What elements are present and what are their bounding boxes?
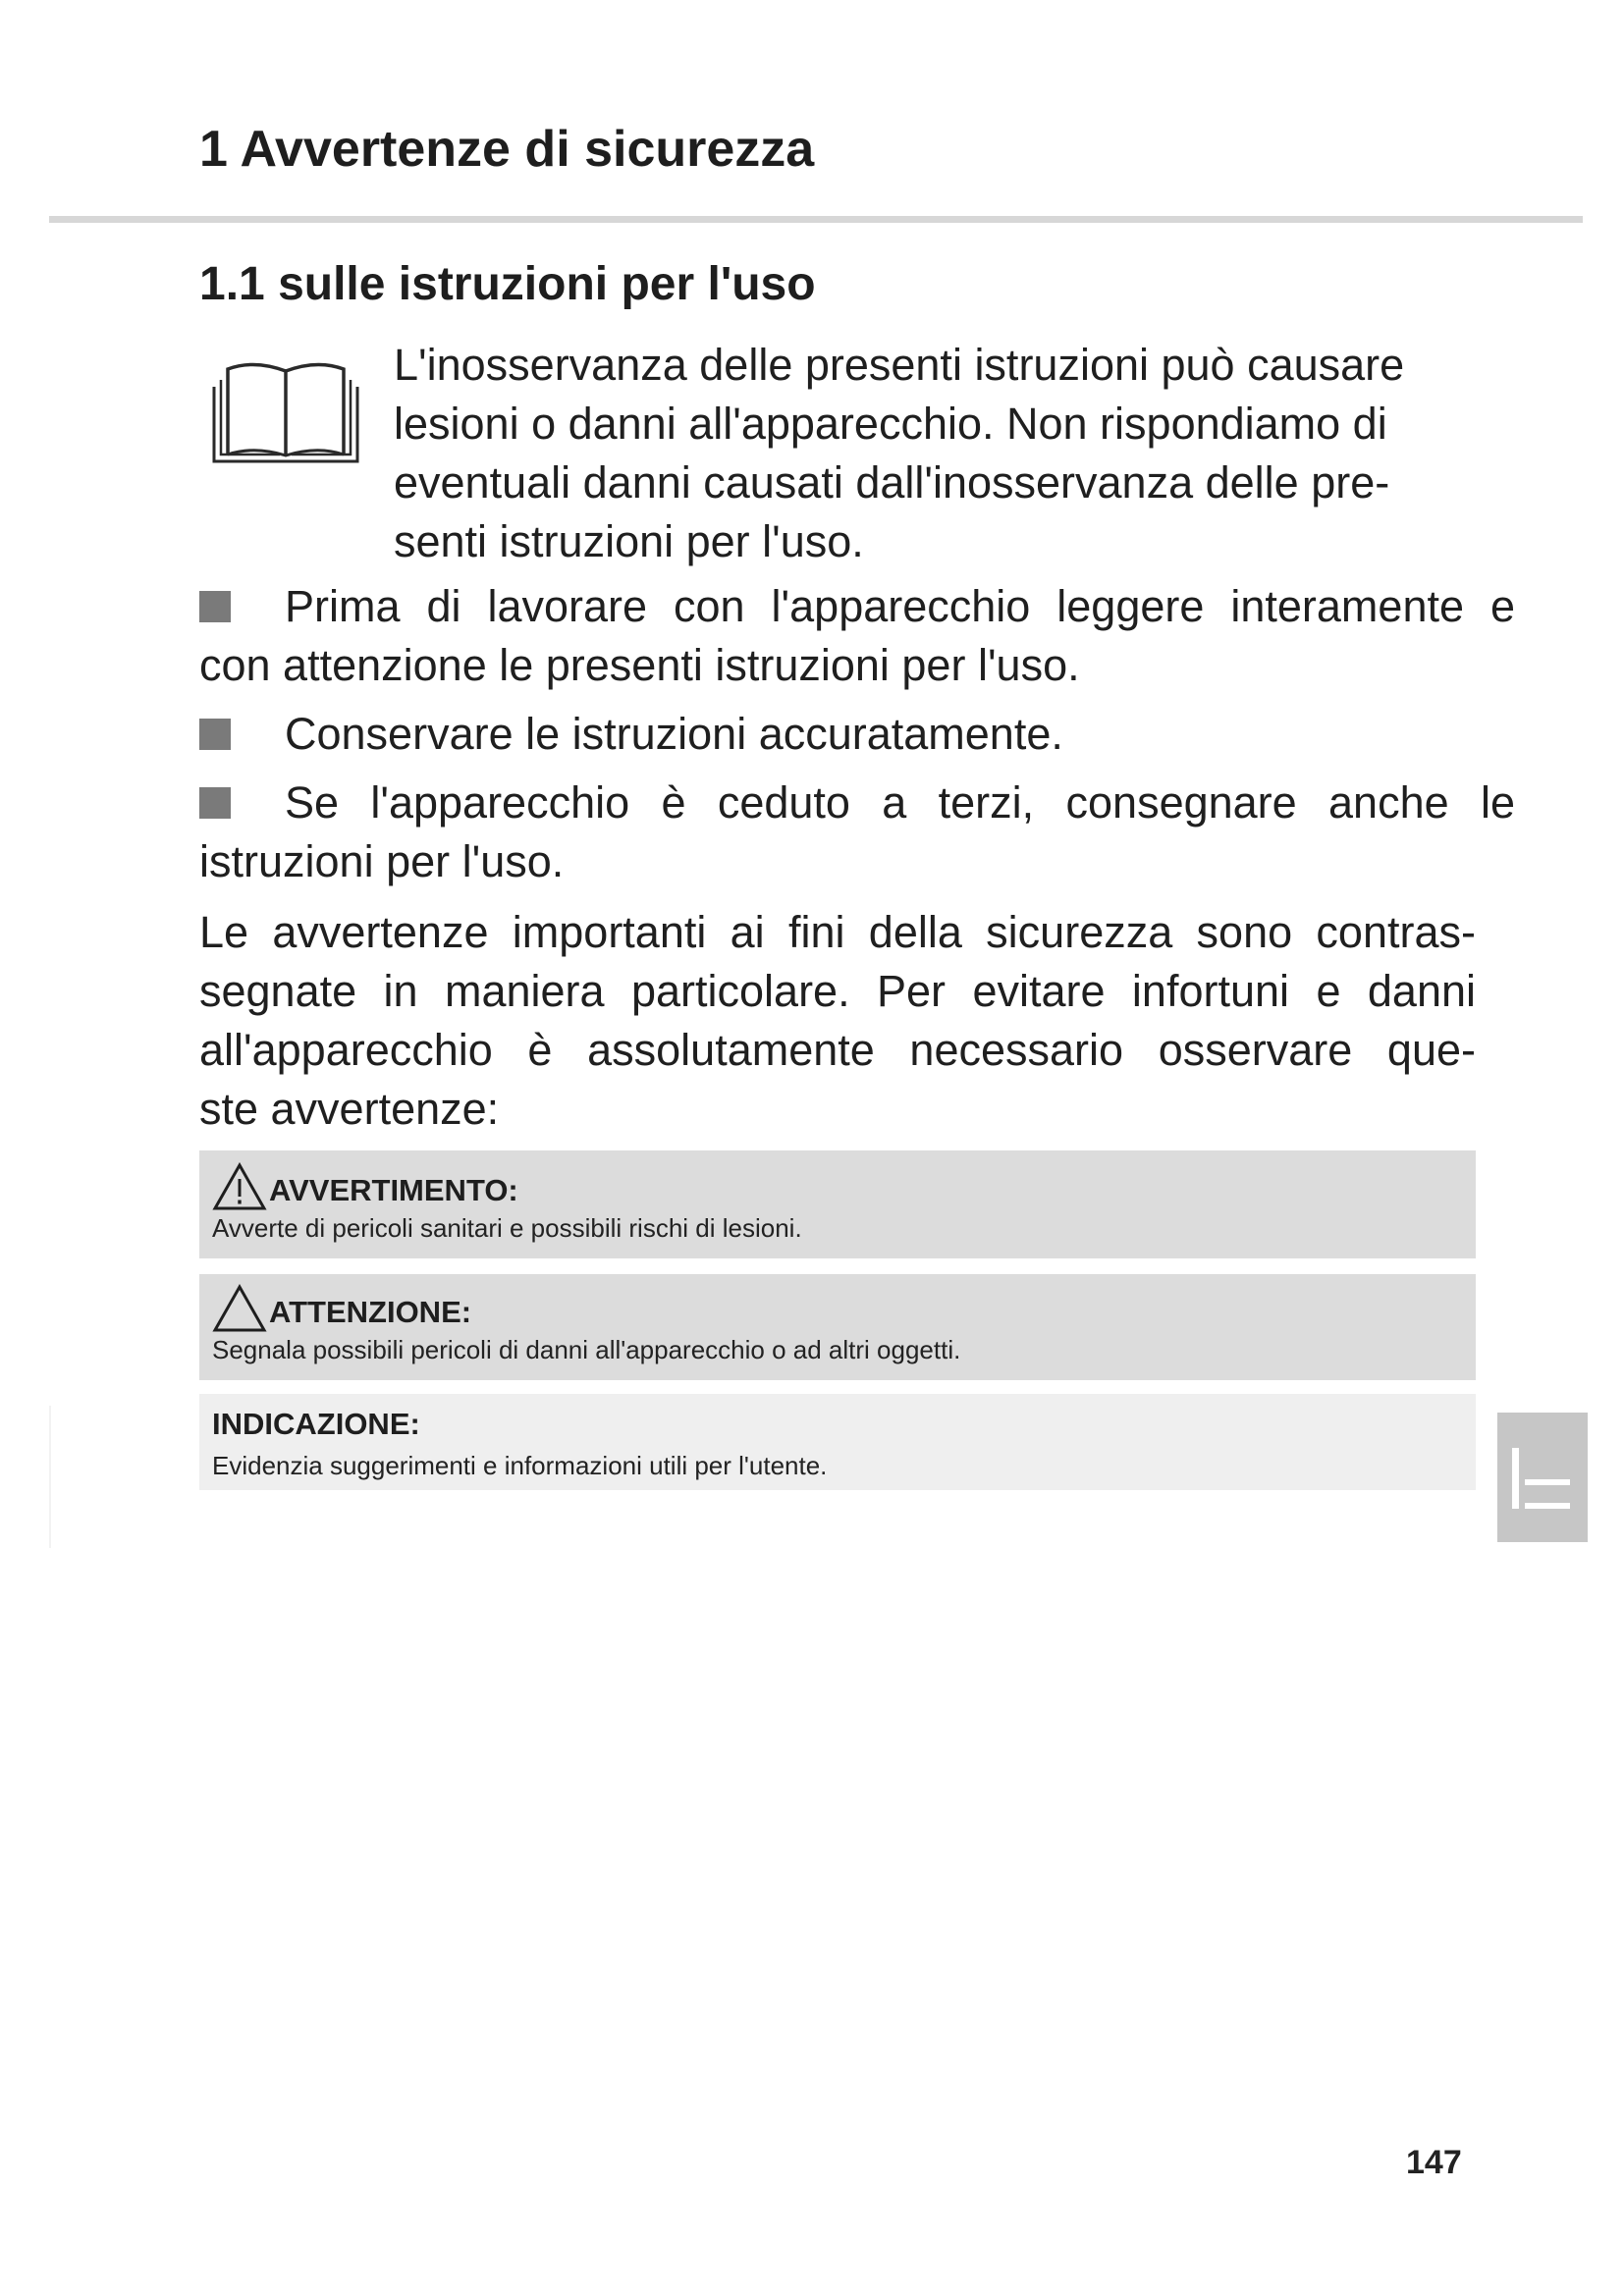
warning-notice-box [199,1150,1476,1258]
paragraph-line: all'apparecchio è assolutamente necessario osservare que- [199,1025,1476,1075]
bullet-text: istruzioni per l'uso. [199,836,565,886]
page-edge-shadow [49,1406,51,1548]
intro-line: lesioni o danni all'apparecchio. Non rispondiamo di [394,399,1387,449]
bullet-item [199,705,1515,764]
safety-paragraph [199,903,1476,1139]
notice-text: Avverte di pericoli sanitari e possibili rischi di lesioni. [212,1213,802,1243]
notice-label: AVVERTIMENTO: [269,1173,518,1207]
notice-text: Evidenzia suggerimenti e informazioni utili per l'utente. [212,1451,828,1480]
language-tab [1497,1413,1588,1542]
intro-text [394,336,1484,571]
warning-triangle-exclamation-icon [212,1162,267,1211]
bullet-square-icon [199,591,231,622]
intro-line: senti istruzioni per l'uso. [394,516,864,566]
intro-line: eventuali danni causati dall'inosservanza delle pre- [394,457,1390,507]
book-icon [210,355,361,469]
warning-triangle-icon [212,1284,267,1333]
bullet-item [199,774,1515,891]
paragraph-line: Le avvertenze importanti ai fini della sicurezza sono contras- [199,907,1476,957]
notice-label: INDICAZIONE: [212,1407,420,1441]
page-number: 147 [1406,2144,1462,2181]
bullet-text: Se l'apparecchio è ceduto a terzi, consegnare anche le [285,777,1515,828]
page-title: 1 Avvertenze di sicurezza [199,121,815,178]
paragraph-line: segnate in maniera particolare. Per evitare infortuni e danni [199,966,1476,1016]
language-tab-glyph [1497,1413,1588,1542]
info-notice-box [199,1394,1476,1490]
caution-notice-box [199,1274,1476,1380]
paragraph-line: ste avvertenze: [199,1084,500,1134]
bullet-item [199,577,1515,695]
bullet-text: Prima di lavorare con l'apparecchio leggere interamente e [285,581,1515,631]
section-title: 1.1 sulle istruzioni per l'uso [199,258,816,310]
notice-label: ATTENZIONE: [269,1295,472,1329]
intro-line: L'inosservanza delle presenti istruzioni può causare [394,340,1405,390]
bullet-square-icon [199,787,231,819]
bullet-text: con attenzione le presenti istruzioni per l'uso. [199,640,1080,690]
title-divider [49,216,1583,223]
notice-text: Segnala possibili pericoli di danni all'apparecchio o ad altri oggetti. [212,1335,961,1364]
bullet-text: Conservare le istruzioni accuratamente. [285,709,1063,759]
bullet-square-icon [199,719,231,750]
